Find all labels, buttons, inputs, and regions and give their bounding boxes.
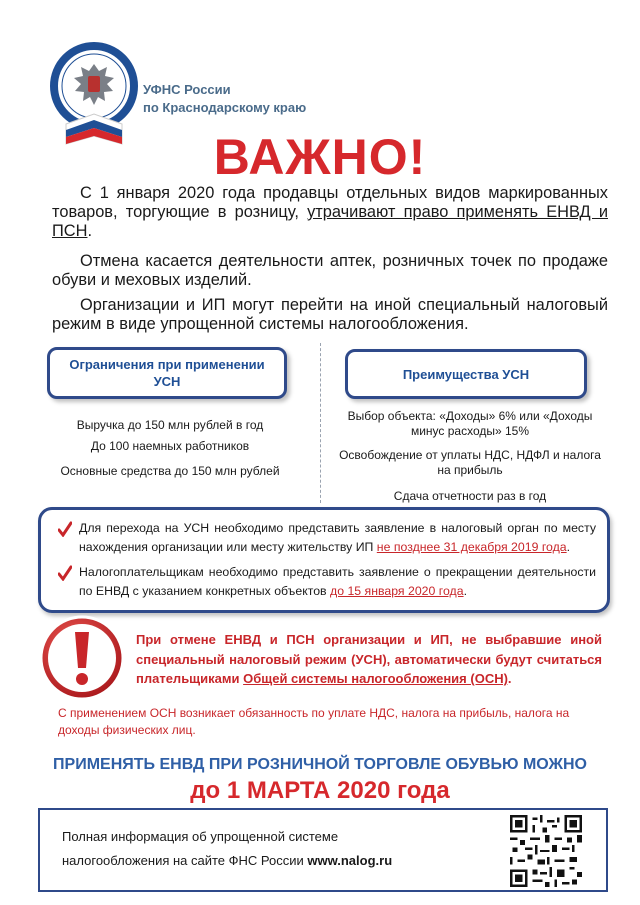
intro-emphasis: утрачивают право применять ЕНВД и ПСН xyxy=(52,203,608,240)
intro-paragraph-2: Отмена касается деятельности аптек, розничных точек по продаже обуви и меховых изделий. xyxy=(52,252,608,289)
column-divider xyxy=(320,343,321,503)
page-title: ВАЖНО! xyxy=(213,129,427,185)
advantage-item: Освобождение от уплаты НДС, НДФЛ и налога на прибыль xyxy=(339,448,601,477)
restriction-item: Основные средства до 150 млн рублей xyxy=(60,464,280,478)
osn-note: С применением ОСН возникает обязанность по уплате НДС, налога на прибыль, налога на доходы физических лиц. xyxy=(58,706,570,737)
restrictions-heading: Ограничения при применении УСН xyxy=(47,347,287,399)
caption-line-1: ПРИМЕНЯТЬ ЕНВД ПРИ РОЗНИЧНОЙ ТОРГОВЛЕ ОБУВЬЮ МОЖНО xyxy=(53,756,587,773)
intro-paragraph-1: С 1 января 2020 года продавцы отдельных видов маркированных товаров, торгующие в розницу, утрачивают право применять ЕНВД и ПСН. xyxy=(52,184,608,240)
deadline-2: до 15 января 2020 года xyxy=(330,584,464,598)
advantage-item: Выбор объекта: «Доходы» 6% или «Доходы минус расходы» 15% xyxy=(347,409,593,438)
restriction-item: До 100 наемных работников xyxy=(90,439,250,453)
restriction-item: Выручка до 150 млн рублей в год xyxy=(76,418,264,432)
org-name-line1: УФНС России xyxy=(143,82,231,97)
site-link[interactable]: www.nalog.ru xyxy=(307,853,393,868)
exclamation-warning-icon xyxy=(38,614,126,702)
warning-text: При отмене ЕНВД и ПСН организации и ИП, не выбравшие иной специальный налоговый режим (УСН), автоматически будут считаться плательщиками Общей системы налогообложения (ОСН). xyxy=(136,632,602,686)
info-line-1: Полная информация об упрощенной системе xyxy=(62,829,339,844)
advantage-item: Сдача отчетности раз в год xyxy=(393,489,547,503)
advantages-heading: Преимущества УСН xyxy=(345,349,587,399)
checkmark-icon xyxy=(58,521,72,537)
requirement-item-2: Налогоплательщикам необходимо представить заявление о прекращении деятельности по ЕНВД с указанием конкретных объектов до 15 января 2020 года. xyxy=(79,565,596,598)
caption-line-2: до 1 МАРТА 2020 года xyxy=(190,777,450,804)
info-line-2: налогообложения на сайте ФНС России www.nalog.ru xyxy=(62,853,393,868)
osn-link-text: Общей системы налогообложения (ОСН) xyxy=(243,671,508,686)
checkmark-icon xyxy=(58,565,72,581)
requirement-item-1: Для перехода на УСН необходимо представить заявление в налоговый орган по месту нахождения организации или месту жительству ИП не позднее 31 декабря 2019 года. xyxy=(79,521,596,554)
qr-code-icon xyxy=(510,815,582,887)
intro-paragraph-3: Организации и ИП могут перейти на иной специальный налоговый режим в виде упрощенной системы налогообложения. xyxy=(52,296,608,333)
deadline-1: не позднее 31 декабря 2019 года xyxy=(376,540,567,554)
org-name-line2: по Краснодарскому краю xyxy=(143,100,307,115)
